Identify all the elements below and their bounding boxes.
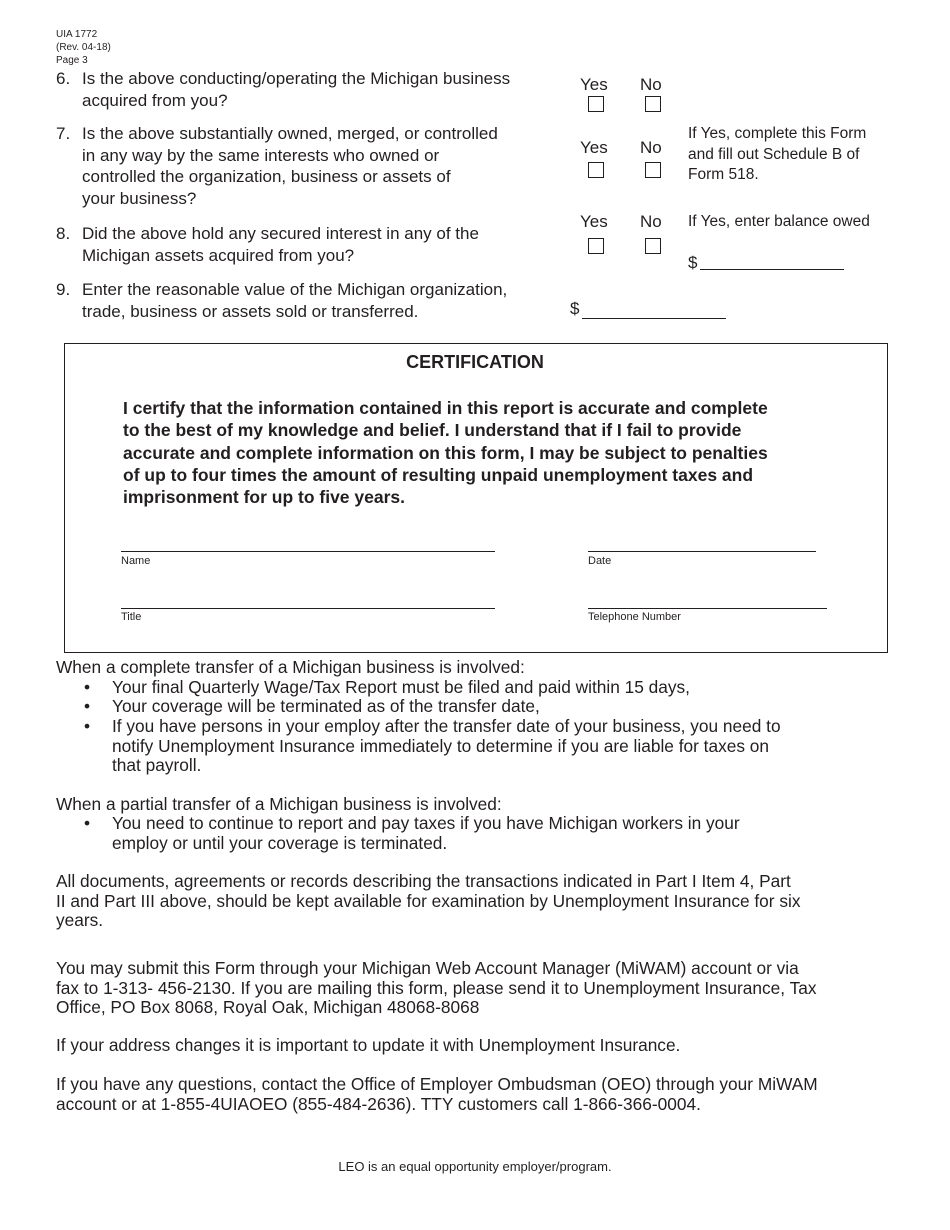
title-label: Title [121, 611, 142, 623]
q8-line: Michigan assets acquired from you? [82, 245, 355, 265]
name-label: Name [121, 555, 151, 567]
q7-line: controlled the organization, business or assets of [82, 167, 451, 186]
q7-line: in any way by the same interests who owned or [82, 145, 440, 165]
q7-line: your business? [82, 188, 197, 208]
q7-yes-label: Yes [580, 138, 608, 157]
submission-paragraph [56, 959, 816, 1018]
certification-line: to the best of my knowledge and belief. I understand that if I fail to provide [123, 420, 742, 441]
complete-transfer-item [112, 717, 781, 776]
title-field[interactable] [121, 590, 495, 609]
bullet-glyph: • [84, 716, 91, 736]
bullet-glyph: • [84, 813, 91, 833]
q7-line: Is the above substantially owned, merged, or controlled [82, 124, 498, 143]
item-line: that payroll. [112, 755, 202, 775]
paragraph-line: Office, PO Box 8068, Royal Oak, Michigan 48068-8068 [56, 997, 480, 1017]
q8-no-label: No [640, 212, 662, 231]
q6-line: Is the above conducting/operating the Michigan business [82, 69, 511, 88]
paragraph-line: All documents, agreements or records describing the transactions indicated in Part I Item 4, Part [56, 871, 791, 891]
telephone-label: Telephone Number [588, 611, 681, 623]
paragraph-line: account or at 1-855-4UIAOEO (855-484-2636). TTY customers call 1-866-366-0004. [56, 1093, 701, 1114]
item-line: employ or until your coverage is terminated. [112, 832, 448, 853]
q8-text [82, 223, 479, 266]
q6-text [82, 68, 510, 111]
bullet-glyph: • [84, 696, 91, 716]
form-number: UIA 1772 [56, 29, 98, 40]
contact-paragraph [56, 1075, 818, 1114]
complete-transfer-item: Your coverage will be terminated as of the transfer date, [112, 696, 540, 716]
partial-transfer-item [112, 814, 740, 853]
q7-number: 7. [56, 124, 71, 143]
complete-transfer-intro: When a complete transfer of a Michigan business is involved: [56, 657, 525, 677]
q6-no-checkbox[interactable] [645, 96, 661, 112]
paragraph-line: If your address changes it is important to update it with Unemployment Insurance. [56, 1035, 681, 1055]
q9-number: 9. [56, 280, 71, 299]
certification-statement [123, 397, 843, 508]
q7-note [688, 124, 866, 186]
date-label: Date [588, 555, 612, 567]
q7-note-line: If Yes, complete this Form [688, 125, 867, 142]
certification-line: of up to four times the amount of resulting unpaid unemployment taxes and [123, 464, 754, 485]
paragraph-line: II and Part III above, should be kept available for examination by Unemployment Insurance for six [56, 890, 801, 911]
certification-title: CERTIFICATION [406, 352, 544, 372]
paragraph-line: You may submit this Form through your Michigan Web Account Manager (MiWAM) account or via [56, 958, 799, 978]
q9-line: Enter the reasonable value of the Michigan organization, [82, 280, 508, 299]
q6-no-label: No [640, 75, 662, 94]
form-revision: (Rev. 04-18) [56, 42, 111, 53]
q6-yes-checkbox[interactable] [588, 96, 604, 112]
q7-no-label: No [640, 138, 662, 157]
paragraph-line: years. [56, 910, 104, 930]
page-number: Page 3 [56, 55, 88, 66]
q9-line: trade, business or assets sold or transferred. [82, 301, 419, 321]
item-line: You need to continue to report and pay taxes if you have Michigan workers in your [112, 813, 740, 833]
address-paragraph [56, 1036, 680, 1056]
bullet-glyph: • [84, 677, 91, 697]
q8-dollar-sign: $ [688, 253, 698, 272]
q8-line: Did the above hold any secured interest in any of the [82, 224, 479, 243]
item-line: If you have persons in your employ after the transfer date of your business, you need to [112, 716, 781, 736]
q7-note-line: and fill out Schedule B of [688, 145, 860, 163]
q7-yes-checkbox[interactable] [588, 162, 604, 178]
partial-transfer-intro: When a partial transfer of a Michigan business is involved: [56, 794, 502, 814]
q8-yes-label: Yes [580, 212, 608, 231]
certification-line: accurate and complete information on this form, I may be subject to penalties [123, 442, 768, 463]
name-field[interactable] [121, 533, 495, 552]
q8-yes-checkbox[interactable] [588, 238, 604, 254]
telephone-field[interactable] [588, 590, 827, 609]
q9-value-field[interactable] [582, 300, 726, 319]
certification-line: I certify that the information contained in this report is accurate and complete [123, 398, 768, 418]
footer-note: LEO is an equal opportunity employer/program. [338, 1159, 612, 1174]
complete-transfer-item: Your final Quarterly Wage/Tax Report must be filed and paid within 15 days, [112, 677, 690, 697]
q6-number: 6. [56, 69, 71, 88]
q7-text [82, 123, 498, 209]
q8-number: 8. [56, 224, 71, 243]
item-line: notify Unemployment Insurance immediately to determine if you are liable for taxes on [112, 735, 770, 756]
paragraph-line: If you have any questions, contact the Office of Employer Ombudsman (OEO) through your MiWAM [56, 1074, 818, 1094]
q9-dollar-sign: $ [570, 299, 580, 318]
form-header [56, 28, 111, 67]
date-field[interactable] [588, 533, 816, 552]
q6-line: acquired from you? [82, 90, 228, 110]
q8-note: If Yes, enter balance owed [688, 213, 870, 230]
q9-text [82, 279, 507, 322]
q7-note-line: Form 518. [688, 166, 759, 183]
q8-balance-field[interactable] [700, 251, 844, 270]
certification-line: imprisonment for up to five years. [123, 487, 405, 508]
q6-yes-label: Yes [580, 75, 608, 94]
records-paragraph [56, 872, 800, 931]
q8-no-checkbox[interactable] [645, 238, 661, 254]
paragraph-line: fax to 1-313- 456-2130. If you are mailing this form, please send it to Unemployment Insurance, Tax [56, 977, 817, 998]
q7-no-checkbox[interactable] [645, 162, 661, 178]
